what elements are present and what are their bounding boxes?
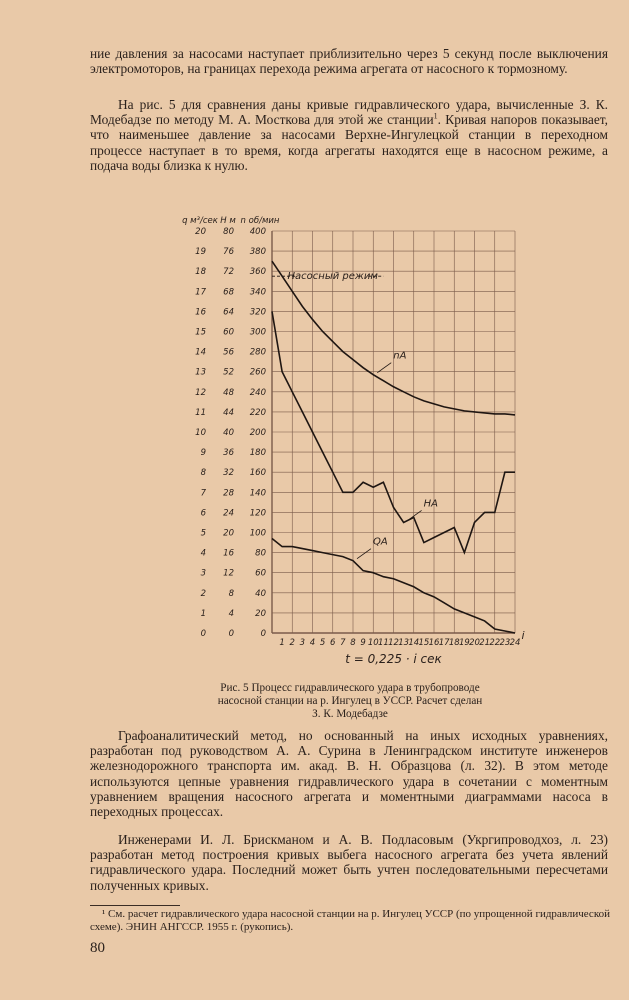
- series-label-QA: QA: [373, 536, 388, 548]
- y-tick-label: 400: [249, 227, 266, 237]
- y-tick-label: 44: [223, 407, 234, 418]
- x-tick-label: 3: [299, 638, 306, 648]
- x-axis-name: i: [521, 629, 525, 642]
- footnote: ¹ См. расчет гидравлического удара насосной станции на р. Ингулец УССР (по упрощенной гидравлической схеме). ЭНИН АНГССР. 1955 г. (рукопись).: [90, 908, 610, 933]
- y-tick-label: 320: [249, 307, 266, 318]
- caption-line-3: З. К. Модебадзе: [312, 707, 388, 720]
- footnote-rule: [90, 905, 180, 906]
- y-tick-label: 5: [200, 528, 206, 539]
- x-tick-label: 7: [340, 638, 346, 648]
- y-tick-label: 0: [200, 629, 206, 639]
- y-tick-label: 9: [200, 448, 206, 459]
- paragraph-2-text-a: На рис. 5 для сравнения даны кривые гидравлического удара, вычисленные З. К. Модебадзе по методу М. А. Мосткова для этой же станции: [90, 97, 608, 128]
- footnote-ref: 1: [433, 111, 438, 121]
- x-tick-label: 2: [289, 638, 295, 648]
- figure-5-chart: [170, 210, 530, 675]
- y-tick-label: 180: [249, 448, 266, 459]
- paragraph-3: Графоаналитический метод, но основанный на иных исходных уравнениях, разработан под руководством А. А. Сурина в Ленинградском институте инженеров железнодорожного транспорта им. акад. В. Н. Образцова (л. 32). В этом методе используются цепные уравнения гидравлического удара в сочетании с моментным уравнением вращения насосного агрегата и моментными диаграммами насоса в переходных процессах.: [90, 728, 608, 820]
- x-tick-label: 24: [509, 638, 521, 648]
- y-tick-label: 56: [223, 347, 234, 358]
- y-tick-label: 240: [249, 387, 266, 398]
- y-tick-label: 360: [249, 267, 266, 278]
- x-tick-label: 18: [448, 638, 460, 648]
- x-tick-label: 20: [469, 638, 480, 648]
- y-tick-label: 19: [195, 247, 206, 258]
- annotation-pump-mode: Насосный режим: [287, 271, 378, 283]
- y-tick-label: 340: [249, 287, 266, 298]
- x-tick-label: 11: [377, 638, 389, 648]
- series-label-leader: [377, 363, 391, 373]
- figure-caption: [150, 682, 550, 720]
- y-tick-label: 3: [200, 568, 206, 579]
- y-tick-label: 1: [200, 608, 206, 619]
- x-tick-label: 6: [330, 638, 336, 648]
- page-number: 80: [90, 940, 105, 956]
- y-tick-label: 2: [200, 588, 206, 599]
- y-tick-label: 4: [200, 548, 206, 559]
- y-tick-label: 160: [249, 468, 266, 479]
- y-tick-label: 60: [223, 327, 234, 338]
- x-tick-label: 15: [418, 638, 430, 648]
- x-tick-label: 5: [319, 638, 326, 648]
- x-tick-label: 23: [499, 638, 511, 648]
- series-label-leader: [357, 549, 371, 559]
- x-tick-label: 4: [309, 638, 316, 648]
- x-tick-label: 17: [438, 638, 450, 648]
- y-tick-label: 260: [249, 367, 266, 378]
- y-tick-label: 40: [255, 588, 266, 599]
- caption-line-1: Рис. 5 Процесс гидравлического удара в трубопроводе: [220, 682, 480, 694]
- paragraph-2: [90, 97, 608, 173]
- y-tick-label: 380: [249, 247, 266, 258]
- y-tick-label: 11: [195, 407, 206, 418]
- y-tick-label: 120: [249, 508, 266, 519]
- y-tick-label: 60: [255, 568, 266, 579]
- x-tick-label: 19: [458, 638, 470, 648]
- paragraph-1: ние давления за насосами наступает приблизительно через 5 секунд после выключения электромоторов, на границах перехода режима агрегата от насосного к тормозному.: [90, 46, 608, 77]
- y-tick-label: 72: [223, 267, 234, 278]
- series-label-nA: nA: [393, 350, 407, 362]
- y-tick-label: 52: [223, 367, 234, 378]
- paragraph-4: Инженерами И. Л. Брискманом и А. В. Подласовым (Укргипроводхоз, л. 23) разработан метод построения кривых выбега насосного агрегата без учета явлений гидравлического удара. Последний может быть учтен последовательными пересчетами полученных кривых.: [90, 832, 608, 893]
- y-tick-label: 10: [195, 428, 206, 438]
- y-tick-label: 140: [249, 488, 266, 499]
- x-axis-label: t = 0,225 · i сек: [345, 652, 442, 666]
- y-tick-label: 16: [223, 548, 234, 559]
- y-tick-label: 64: [223, 307, 234, 318]
- y-tick-label: 20: [195, 227, 206, 237]
- x-tick-label: 14: [408, 638, 420, 648]
- y-tick-label: 4: [228, 608, 234, 619]
- y-tick-label: 300: [249, 327, 266, 338]
- y-tick-label: 14: [195, 347, 206, 358]
- y-tick-label: 6: [200, 508, 206, 519]
- chart-svg: [170, 210, 530, 675]
- y-tick-label: 28: [223, 488, 234, 499]
- x-tick-label: 12: [388, 638, 399, 648]
- y-tick-label: 36: [223, 448, 234, 459]
- y-tick-label: 13: [195, 367, 206, 378]
- y-tick-label: 0: [260, 629, 266, 639]
- y-tick-label: 7: [200, 488, 206, 499]
- y-tick-label: 15: [195, 327, 206, 338]
- y-tick-label: 40: [223, 428, 234, 438]
- paragraph-2-text-b: . Кривая напоров показывает, что наименьшее давление за насосами Верхне-Ингулецкой станции в переходном процессе наступает в то время, когда агрегаты находятся еще в насосном режиме, а подача воды близка к нулю.: [90, 112, 608, 173]
- y-tick-label: 16: [195, 307, 206, 318]
- y-tick-label: 0: [228, 629, 234, 639]
- x-tick-label: 9: [360, 638, 366, 648]
- y-tick-label: 24: [223, 508, 234, 519]
- y-tick-label: 68: [223, 287, 234, 298]
- y-tick-label: 8: [200, 468, 206, 479]
- y-tick-label: 200: [249, 428, 266, 438]
- y-tick-label: 8: [228, 588, 234, 599]
- y-tick-label: 100: [249, 528, 266, 539]
- y-tick-label: 12: [223, 568, 234, 579]
- y-tick-label: 220: [249, 407, 266, 418]
- x-tick-label: 10: [367, 638, 379, 648]
- y-tick-label: 280: [249, 347, 266, 358]
- x-tick-label: 1: [279, 638, 285, 648]
- y-tick-label: 12: [195, 387, 206, 398]
- y-tick-label: 18: [195, 267, 206, 278]
- x-tick-label: 21: [479, 638, 491, 648]
- x-tick-label: 16: [428, 638, 440, 648]
- x-tick-label: 22: [489, 638, 501, 648]
- y-tick-label: 80: [223, 227, 234, 237]
- series-label-HA: HA: [423, 498, 438, 510]
- y-tick-label: 17: [195, 287, 206, 298]
- y-axis-label: n об/мин: [240, 216, 280, 226]
- y-tick-label: 20: [223, 528, 234, 539]
- caption-line-2: насосной станции на р. Ингулец в УССР. Расчет сделан: [217, 694, 483, 707]
- x-tick-label: 13: [398, 638, 410, 648]
- y-tick-label: 48: [223, 387, 234, 398]
- y-axis-label: q м³/сек: [182, 216, 218, 226]
- y-tick-label: 76: [223, 247, 234, 258]
- y-tick-label: 20: [255, 608, 266, 619]
- x-tick-label: 8: [350, 638, 356, 648]
- y-axis-label: Н м: [220, 216, 236, 226]
- y-tick-label: 32: [223, 468, 234, 479]
- y-tick-label: 80: [255, 548, 266, 559]
